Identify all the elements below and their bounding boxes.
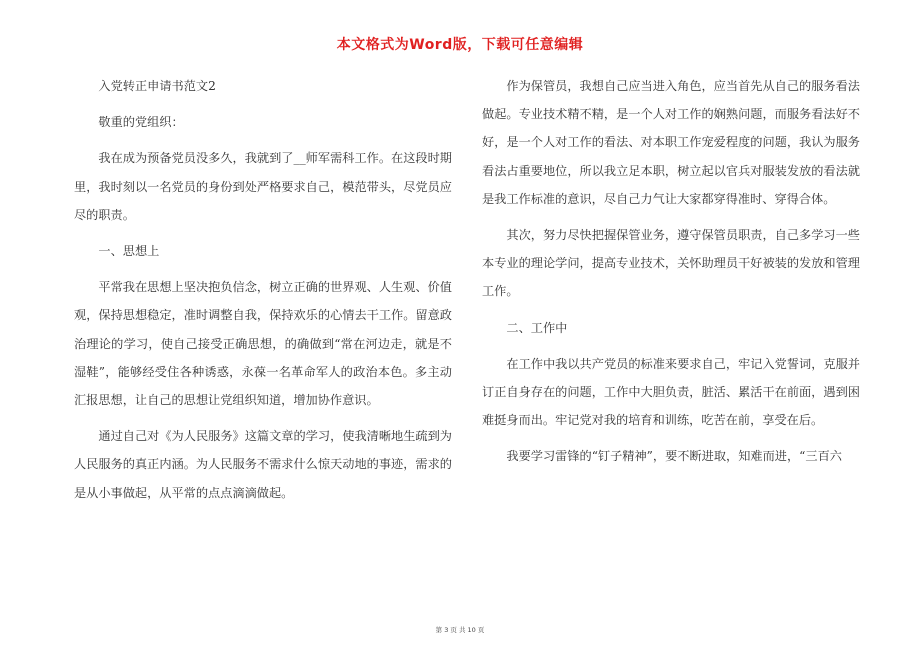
paragraph: 我在成为预备党员没多久，我就到了__师军需科工作。在这段时期里，我时刻以一名党员的身份到处严格要求自己，模范带头，尽党员应尽的职责。 [74, 151, 452, 222]
paragraph: 其次，努力尽快把握保管业务，遵守保管员职责，自己多学习一些本专业的理论学问，提高专业技术，关怀助理员干好被装的发放和管理工作。 [482, 228, 860, 299]
salutation: 敬重的党组织： [98, 115, 184, 130]
section-heading: 一、思想上 [98, 244, 160, 259]
paragraph: 通过自己对《为人民服务》这篇文章的学习，使我清晰地生疏到为人民服务的真正内涵。为人民服务不需求什么惊天动地的事迹，需求的是从小事做起，从平常的点点滴滴做起。 [74, 429, 452, 500]
paragraph: 在工作中我以共产党员的标准来要求自己，牢记入党誓词，克服并订正自身存在的问题，工作中大胆负责，脏活、累活干在前面，遇到困难挺身而出。牢记党对我的培育和训练，吃苦在前，享受在后。 [482, 356, 860, 428]
right-text-column [482, 72, 860, 479]
page-number: 第 3 页 共 10 页 [435, 626, 485, 634]
paragraph: 我要学习雷锋的“钉子精神”，要不断进取，知难而进，“三百六 [506, 449, 842, 464]
paragraph: 作为保管员，我想自己应当进入角色，应当首先从自己的服务看法做起。专业技术精不精，是一个人对工作的娴熟问题，而服务看法好不好，是一个人对工作的看法、对本职工作宠爱程度的问题，我认为服务看法占重要地位，所以我立足本职，树立起以官兵对服装发放的看法就是我工作标准的意识，尽自己力气让大家都穿得准时、穿得合体。 [482, 79, 860, 206]
left-text-column [74, 72, 452, 515]
document-banner: 本文格式为Word版，下载可任意编辑 [336, 37, 584, 53]
paragraph: 平常我在思想上坚决抱负信念，树立正确的世界观、人生观、价值观，保持思想稳定，准时调整自我，保持欢乐的心情去干工作。留意政治理论的学习，使自己接受正确思想，的确做到“常在河边走，就是不湿鞋”，能够经受住各种诱惑，永葆一名革命军人的政治本色。多主动汇报思想，让自己的思想让党组织知道，增加协作意识。 [74, 280, 452, 408]
section-heading: 二、工作中 [506, 320, 568, 335]
document-title: 入党转正申请书范文2 [98, 79, 216, 93]
